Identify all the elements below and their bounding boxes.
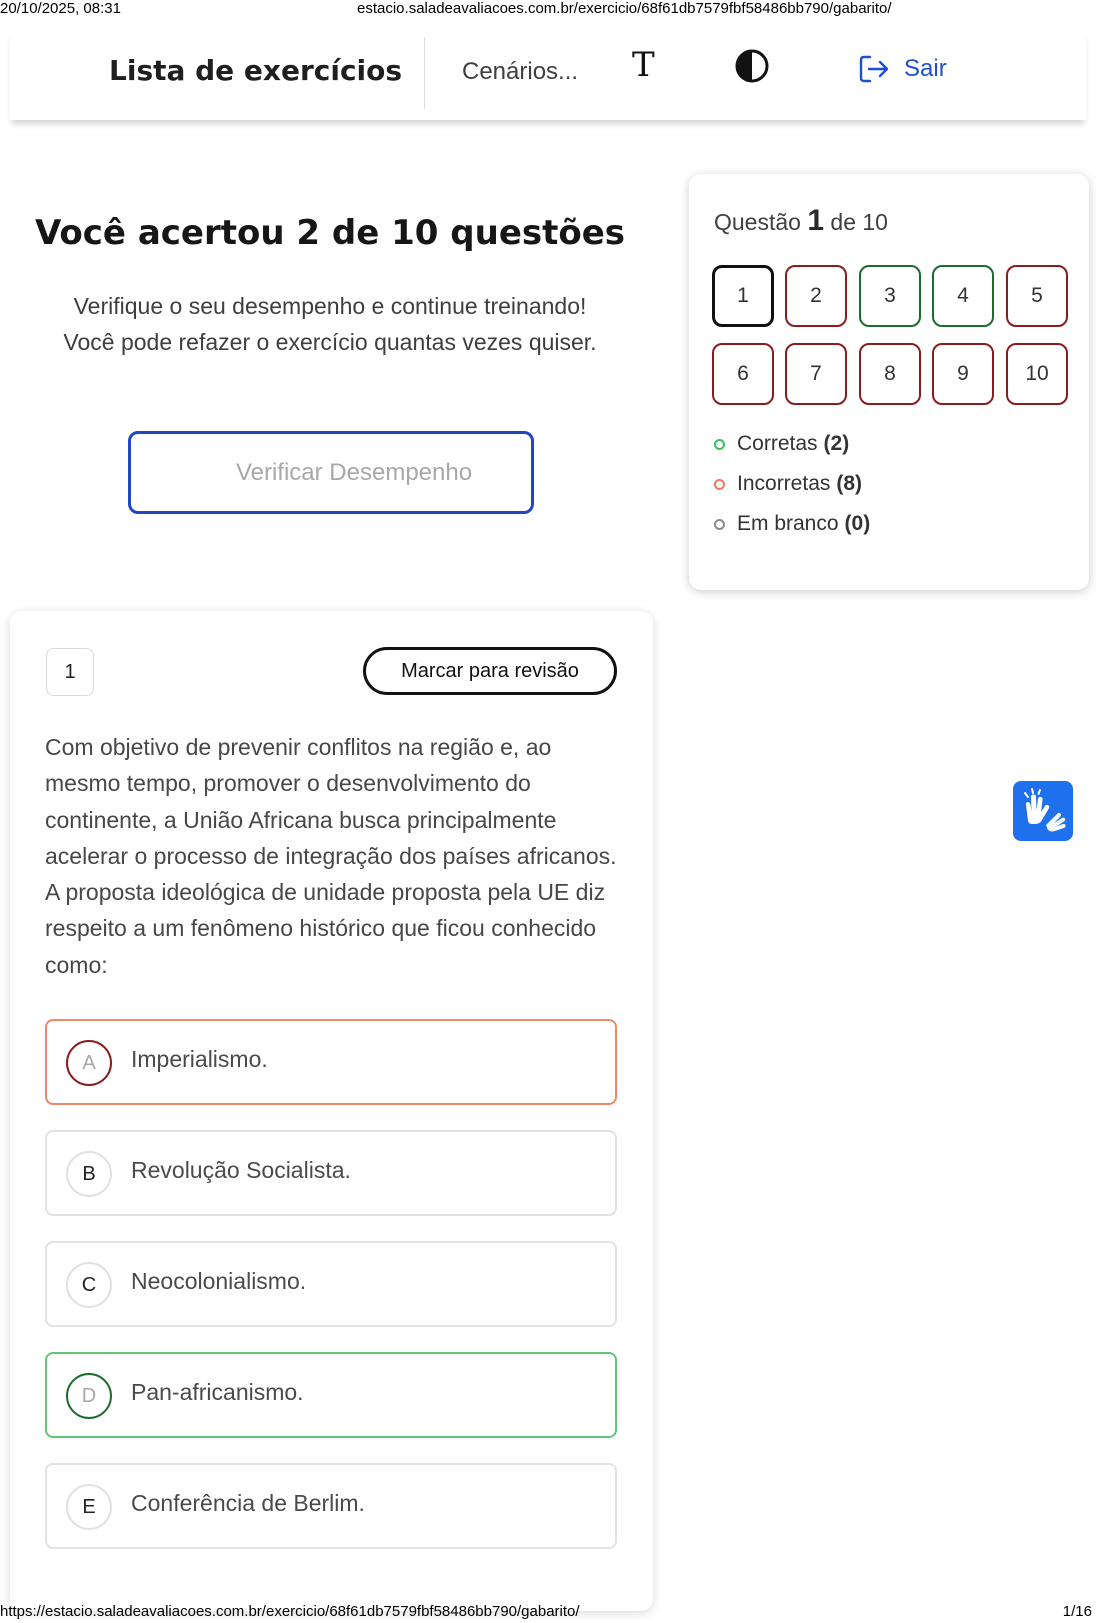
- legend-blank: [714, 512, 870, 536]
- print-url: estacio.saladeavaliacoes.com.br/exercicio/68f61db7579fbf58486bb790/gabarito/: [357, 0, 892, 17]
- print-footer: [0, 1603, 1096, 1621]
- sign-language-hands-icon: [1013, 781, 1073, 841]
- sign-language-button[interactable]: [1013, 781, 1073, 841]
- question-number-badge: 1: [46, 648, 94, 696]
- top-bar: [10, 30, 1086, 120]
- legend-blank-label: Em branco: [737, 512, 839, 535]
- result-title: Você acertou 2 de 10 questões: [34, 213, 626, 253]
- option-text: Neocolonialismo.: [131, 1268, 307, 1294]
- print-datetime: 20/10/2025, 08:31: [0, 0, 121, 17]
- question-box-9[interactable]: 9: [932, 343, 994, 405]
- print-header: [0, 0, 1096, 18]
- mark-for-review-button[interactable]: Marcar para revisão: [363, 647, 617, 695]
- legend-blank-count: (0): [844, 512, 871, 535]
- question-box-1[interactable]: 1: [712, 265, 774, 327]
- question-box-6[interactable]: 6: [712, 343, 774, 405]
- correct-dot-icon: [714, 439, 725, 450]
- logout-label: Sair: [904, 55, 947, 82]
- option-letter: D: [66, 1373, 112, 1419]
- option-e[interactable]: [45, 1463, 617, 1549]
- option-letter: C: [66, 1262, 112, 1308]
- option-c[interactable]: [45, 1241, 617, 1327]
- question-box-4[interactable]: 4: [932, 265, 994, 327]
- logout-icon: [858, 53, 890, 85]
- legend-incorrect: [714, 472, 862, 496]
- option-b[interactable]: [45, 1130, 617, 1216]
- navigator-current-number: 1: [807, 204, 825, 237]
- question-navigator: [689, 174, 1089, 590]
- question-box-5[interactable]: 5: [1006, 265, 1068, 327]
- option-letter: B: [66, 1151, 112, 1197]
- verify-performance-button[interactable]: Verificar Desempenho: [128, 431, 534, 514]
- question-card: [10, 611, 653, 1611]
- font-size-icon[interactable]: T: [632, 45, 655, 85]
- option-d[interactable]: [45, 1352, 617, 1438]
- option-letter: E: [66, 1484, 112, 1530]
- question-box-3[interactable]: 3: [859, 265, 921, 327]
- legend-correct-label: Corretas: [737, 432, 818, 455]
- navigator-label-suffix: de 10: [830, 209, 888, 235]
- question-box-2[interactable]: 2: [785, 265, 847, 327]
- option-text: Pan-africanismo.: [131, 1379, 304, 1405]
- topbar-divider: [424, 37, 425, 109]
- navigator-heading: [714, 204, 888, 238]
- question-box-10[interactable]: 10: [1006, 343, 1068, 405]
- option-text: Conferência de Berlim.: [131, 1490, 365, 1516]
- blank-dot-icon: [714, 519, 725, 530]
- legend-correct: [714, 432, 849, 456]
- page-title: Lista de exercícios: [109, 54, 403, 87]
- question-text: Com objetivo de prevenir conflitos na região e, ao mesmo tempo, promover o desenvolvimento do continente, a União Africana busca principalmente acelerar o processo de integração dos países africanos. A proposta ideológica de unidade proposta pela UE diz respeito a um fenômeno histórico que ficou conhecido como:: [45, 734, 617, 978]
- print-page-number: 1/16: [1062, 1603, 1092, 1620]
- incorrect-dot-icon: [714, 479, 725, 490]
- question-box-8[interactable]: 8: [859, 343, 921, 405]
- result-subtitle: Verifique o seu desempenho e continue treinando! Você pode refazer o exercício quantas vezes quiser.: [63, 293, 597, 355]
- print-footer-url: https://estacio.saladeavaliacoes.com.br/exercicio/68f61db7579fbf58486bb790/gabarito/: [0, 1603, 580, 1620]
- scenario-selector[interactable]: Cenários...: [462, 58, 579, 85]
- legend-incorrect-count: (8): [836, 472, 863, 495]
- option-text: Revolução Socialista.: [131, 1157, 351, 1183]
- question-box-7[interactable]: 7: [785, 343, 847, 405]
- option-text: Imperialismo.: [131, 1046, 268, 1072]
- legend-correct-count: (2): [823, 432, 850, 455]
- contrast-icon[interactable]: [734, 48, 770, 84]
- logout-button[interactable]: [858, 52, 947, 86]
- option-letter: A: [66, 1040, 112, 1086]
- option-a[interactable]: [45, 1019, 617, 1105]
- legend-incorrect-label: Incorretas: [737, 472, 831, 495]
- navigator-label-prefix: Questão: [714, 209, 801, 235]
